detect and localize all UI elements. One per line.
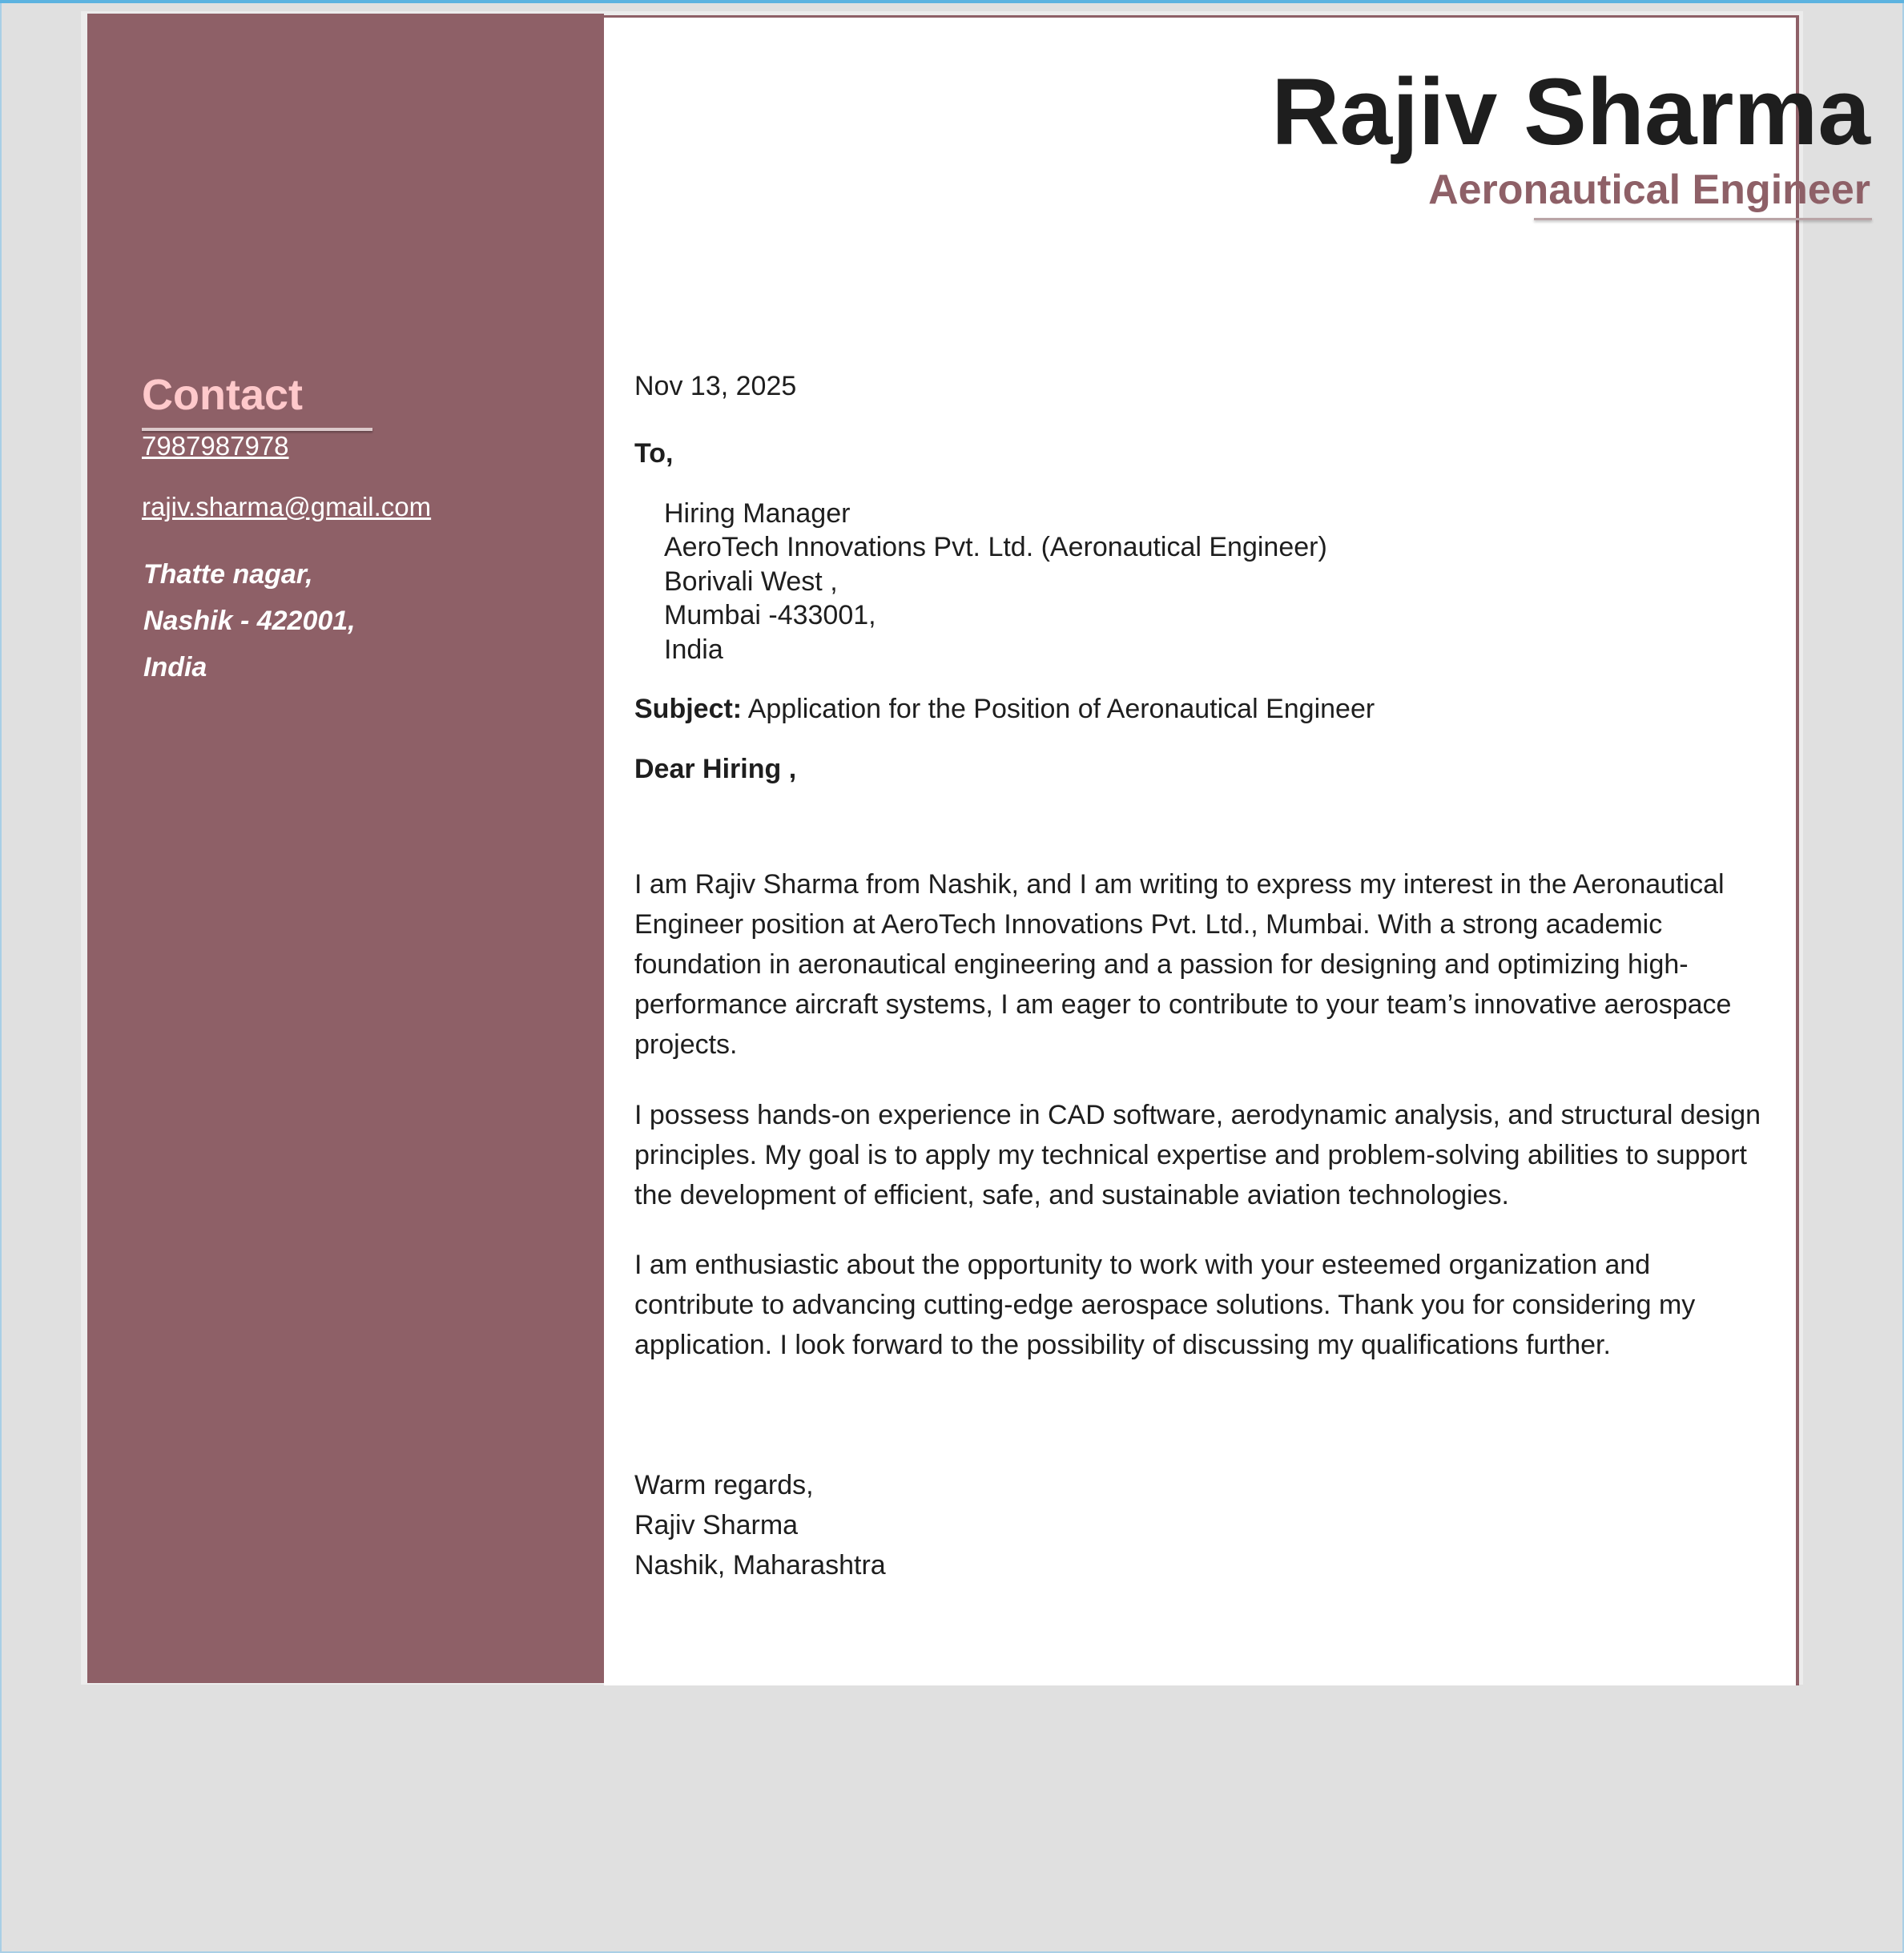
signature-name: Rajiv Sharma (634, 1510, 799, 1540)
sidebar (87, 14, 604, 1683)
body-paragraph: I possess hands-on experience in CAD software, aerodynamic analysis, and structural design principles. My goal is to apply my technical expertise and problem-solving abilities to support the development of efficient, safe, and sustainable aviation technologies. (634, 1100, 1761, 1210)
email-link[interactable]: rajiv.sharma@gmail.com (142, 492, 432, 521)
subject-text: Application for the Position of Aeronautical Engineer (742, 694, 1375, 724)
salutation: Dear Hiring , (634, 754, 797, 784)
address-line-2: Nashik - 422001, (143, 606, 356, 636)
subject-label: Subject: (634, 694, 743, 724)
contact-heading: Contact (142, 371, 303, 419)
recipient-line: AeroTech Innovations Pvt. Ltd. (Aeronautical Engineer) (664, 532, 1327, 562)
letter-body (604, 15, 1799, 1685)
recipient-line: India (664, 634, 723, 665)
recipient-line: Mumbai -433001, (664, 600, 876, 630)
body-paragraph: I am Rajiv Sharma from Nashik, and I am writing to express my interest in the Aeronautical Engineer position at AeroTech Innovations Pvt. Ltd., Mumbai. With a strong academic foundation in aeronautical engineering and a passion for designing and optimizing high-performance aircraft systems, I am eager to contribute to your team’s innovative aerospace projects. (634, 869, 1732, 1060)
address-line-3: India (143, 652, 207, 683)
applicant-name: Rajiv Sharma (1271, 59, 1870, 165)
subject-line (634, 694, 1375, 725)
recipient-line: Hiring Manager (664, 498, 851, 529)
letter-date: Nov 13, 2025 (634, 371, 797, 401)
to-label: To, (634, 438, 674, 469)
recipient-line: Borivali West , (664, 566, 838, 597)
signature-location: Nashik, Maharashtra (634, 1550, 886, 1581)
body-paragraph: I am enthusiastic about the opportunity to work with your esteemed organization and contribute to advancing cutting-edge aerospace solutions. Thank you for considering my application. I look forward to the possibility of discussing my qualifications further. (634, 1250, 1696, 1360)
closing-line: Warm regards, (634, 1470, 814, 1500)
viewer-top-border (0, 0, 1904, 3)
phone-link[interactable]: 7987987978 (142, 431, 289, 461)
applicant-role: Aeronautical Engineer (1428, 167, 1870, 213)
address-line-1: Thatte nagar, (143, 559, 313, 590)
role-underline (1534, 218, 1872, 220)
